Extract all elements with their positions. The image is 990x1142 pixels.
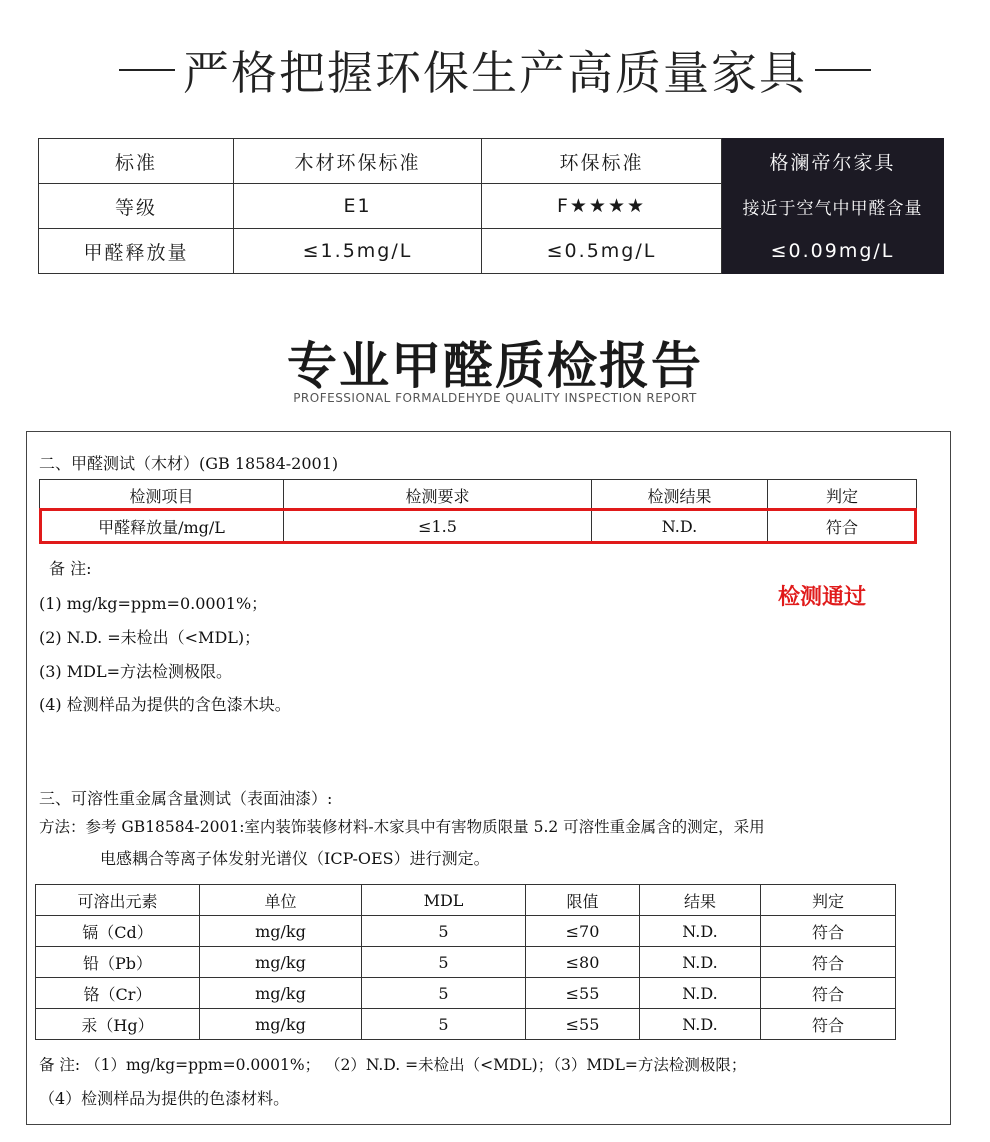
table-cell: N.D. [640, 916, 761, 947]
report-title: 专业甲醛质检报告 [287, 337, 703, 395]
table-row [36, 916, 896, 947]
notes-label: 备 注: [49, 559, 92, 578]
table-cell: 符合 [761, 916, 896, 947]
note-item: (3) MDL=方法检测极限。 [39, 662, 232, 681]
highlight-box [39, 508, 917, 544]
table-header-row [36, 885, 896, 916]
table-cell: ≤55 [526, 1009, 640, 1040]
comparison-cell: E1 [234, 184, 482, 229]
heavy-metals-table [35, 884, 896, 1040]
table-header-cell: 可溶出元素 [36, 885, 200, 916]
comparison-cell: 等级 [39, 184, 234, 229]
table-cell: 铅（Pb） [36, 947, 200, 978]
comparison-cell: ≤0.5mg/L [482, 229, 722, 274]
comparison-cell: F★★★★ [482, 184, 722, 229]
table-cell: 铬（Cr） [36, 978, 200, 1009]
table-header-cell: 检测结果 [592, 480, 768, 511]
table-cell: ≤70 [526, 916, 640, 947]
table-cell: N.D. [640, 978, 761, 1009]
table-cell: 5 [362, 978, 526, 1009]
table-cell: N.D. [592, 511, 768, 542]
banner-title [0, 38, 990, 102]
title-right-dash [815, 69, 871, 71]
inspection-report-document [26, 431, 951, 1125]
note-item: (4) 检测样品为提供的含色漆木块。 [39, 695, 291, 714]
table-cell: 符合 [761, 1009, 896, 1040]
table-cell: 符合 [761, 978, 896, 1009]
table-cell: mg/kg [200, 1009, 362, 1040]
table-cell: ≤80 [526, 947, 640, 978]
table-cell: 汞（Hg） [36, 1009, 200, 1040]
table-cell: ≤1.5 [284, 511, 592, 542]
banner-title-text: 严格把握环保生产高质量家具 [183, 46, 807, 100]
table-cell: 符合 [761, 947, 896, 978]
comparison-cell: ≤1.5mg/L [234, 229, 482, 274]
table-row [36, 978, 896, 1009]
table-cell: ≤55 [526, 978, 640, 1009]
comparison-cell-brand: 接近于空气中甲醛含量 [722, 184, 944, 229]
comparison-cell: 甲醛释放量 [39, 229, 234, 274]
section2-heading: 二、甲醛测试（木材）(GB 18584-2001) [39, 454, 339, 473]
table-header-cell: 判定 [768, 480, 917, 511]
table-cell: N.D. [640, 1009, 761, 1040]
table-cell: 符合 [768, 511, 917, 542]
table-header-cell: 限值 [526, 885, 640, 916]
table-row [36, 947, 896, 978]
table-cell: N.D. [640, 947, 761, 978]
method-line-continued: 电感耦合等离子体发射光谱仪（ICP-OES）进行测定。 [100, 849, 490, 868]
section3-heading: 三、可溶性重金属含量测试（表面油漆）: [39, 789, 333, 808]
method-line: 方法：参考 GB18584-2001:室内装饰装修材料-木家具中有害物质限量 5.2 可溶性重金属含的测定，采用 [39, 818, 765, 836]
table-header-cell: 结果 [640, 885, 761, 916]
table-cell: 5 [362, 947, 526, 978]
table-cell: 5 [362, 916, 526, 947]
table-cell: 镉（Cd） [36, 916, 200, 947]
footer-notes: 备 注: （1）mg/kg=ppm=0.0001%； （2）N.D. =未检出（<MDL)；（3）MDL=方法检测极限； [39, 1056, 747, 1074]
table-cell: 甲醛释放量/mg/L [40, 511, 284, 542]
comparison-cell: 标准 [39, 139, 234, 184]
comparison-cell: 木材环保标准 [234, 139, 482, 184]
report-subtitle: PROFESSIONAL FORMALDEHYDE QUALITY INSPECTION REPORT [293, 391, 697, 405]
table-header-cell: 单位 [200, 885, 362, 916]
comparison-cell: 环保标准 [482, 139, 722, 184]
title-left-dash [119, 69, 175, 71]
comparison-row-standard [39, 139, 944, 184]
table-cell: mg/kg [200, 947, 362, 978]
table-cell: mg/kg [200, 916, 362, 947]
table-header-cell: 检测项目 [40, 480, 284, 511]
pass-label: 检测通过 [778, 585, 867, 610]
table-header-cell: 检测要求 [284, 480, 592, 511]
footer-notes-continued: （4）检测样品为提供的色漆材料。 [39, 1089, 290, 1108]
note-item: (1) mg/kg=ppm=0.0001%； [39, 594, 268, 613]
table-header-row [40, 480, 917, 511]
comparison-cell-brand: ≤0.09mg/L [722, 229, 944, 274]
comparison-table [38, 138, 944, 274]
note-item: (2) N.D. =未检出（<MDL)； [39, 628, 261, 647]
comparison-row-grade [39, 184, 944, 229]
comparison-row-emission [39, 229, 944, 274]
table-cell: 5 [362, 1009, 526, 1040]
table-row [36, 1009, 896, 1040]
table-header-cell: 判定 [761, 885, 896, 916]
comparison-cell-brand: 格澜帝尔家具 [722, 139, 944, 184]
table-header-cell: MDL [362, 885, 526, 916]
table-cell: mg/kg [200, 978, 362, 1009]
